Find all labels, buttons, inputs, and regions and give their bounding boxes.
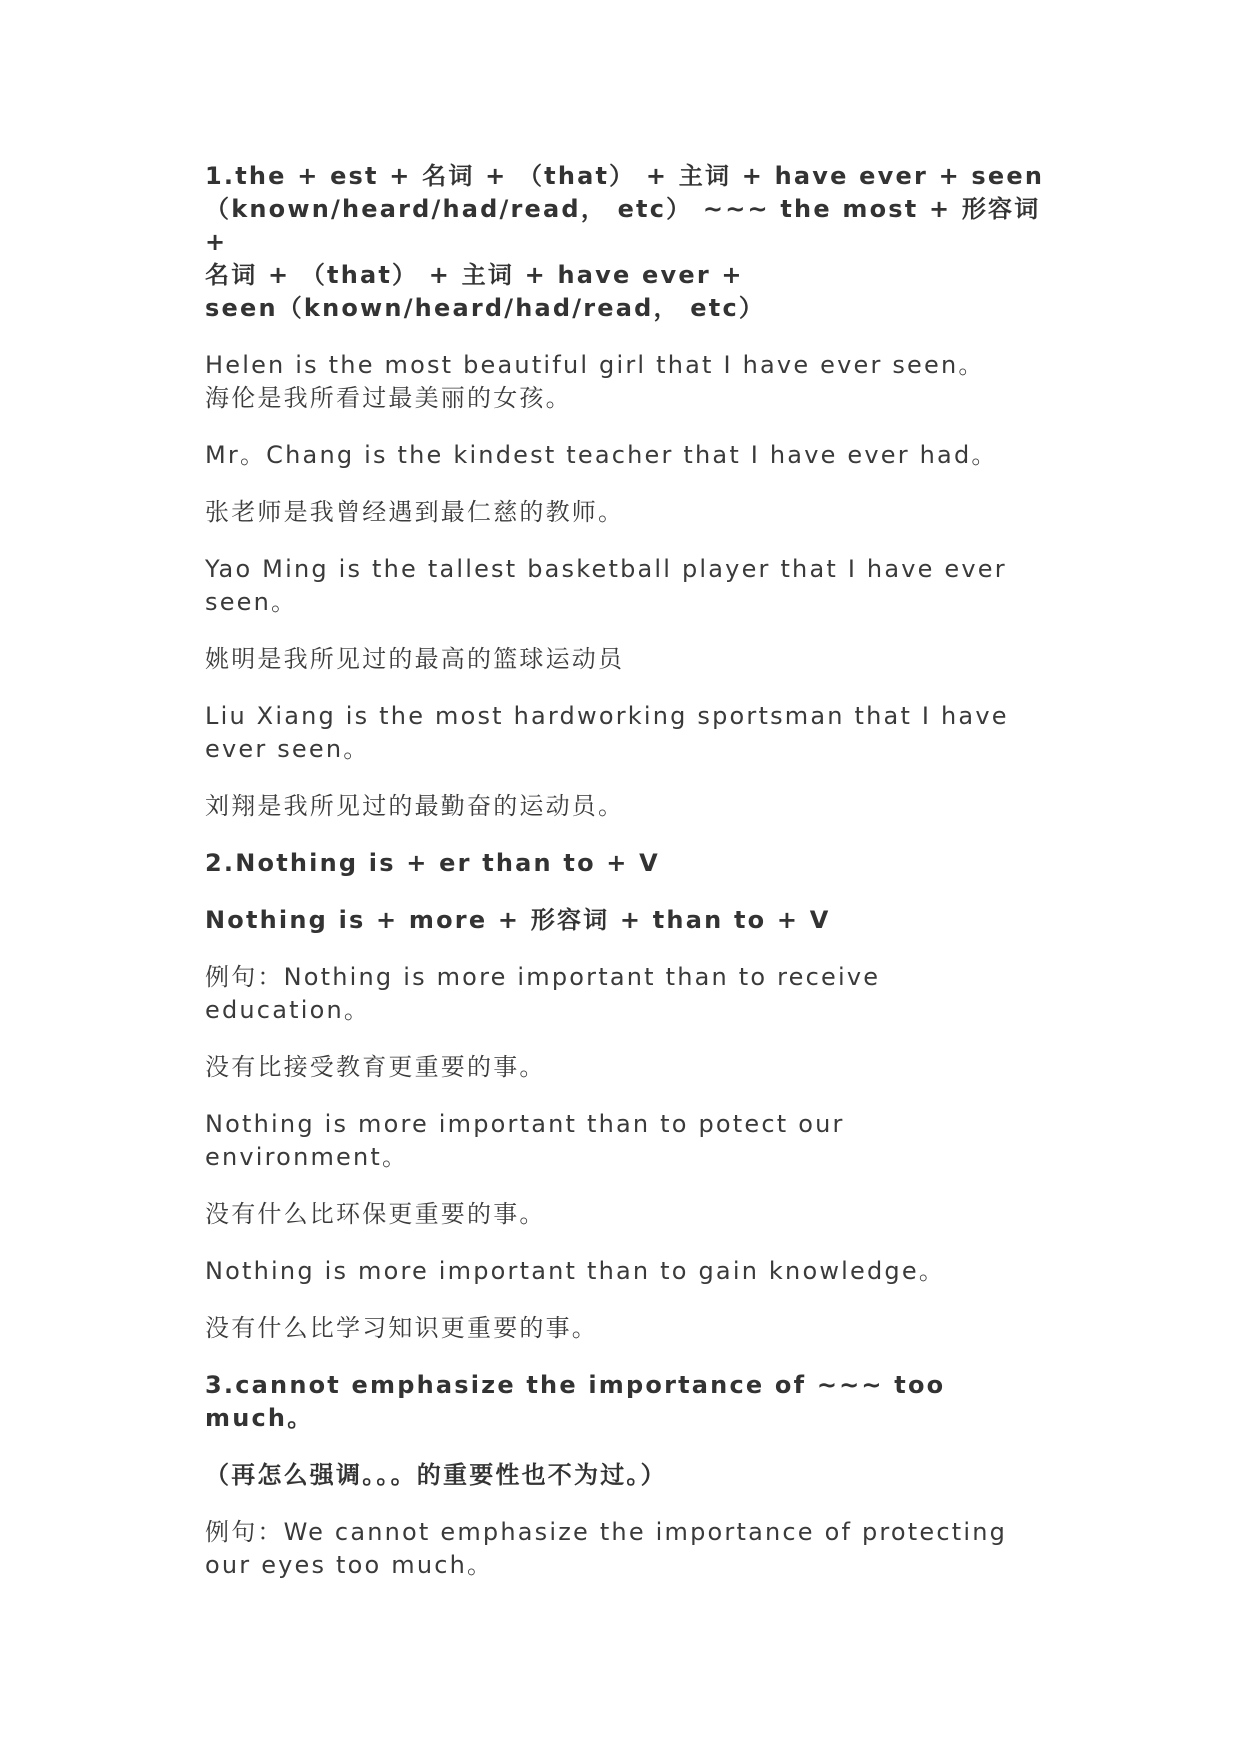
body-paragraph	[205, 961, 1045, 1027]
text-line: seen。	[205, 588, 298, 616]
body-paragraph	[205, 1255, 1045, 1288]
text-line: ever seen。	[205, 735, 370, 763]
body-paragraph	[205, 1198, 1045, 1231]
section-heading	[205, 1459, 1045, 1492]
text-line: Liu Xiang is the most hardworking sportsman that I have	[205, 702, 1009, 730]
body-paragraph	[205, 1108, 1045, 1174]
text-line: Mr。Chang is the kindest teacher that I have ever had。	[205, 441, 998, 469]
text-line: 3.cannot emphasize the importance of ~~~ too much。	[205, 1371, 956, 1432]
document-content	[205, 160, 1052, 1582]
body-paragraph	[205, 439, 1045, 472]
text-line: seen（known/heard/had/read， etc）	[205, 294, 766, 322]
text-line: 例句：Nothing is more important than to receive education。	[205, 963, 891, 1024]
text-line: 没有比接受教育更重要的事。	[205, 1053, 546, 1081]
text-line: 姚明是我所见过的最高的篮球运动员	[205, 645, 625, 673]
text-line: environment。	[205, 1143, 409, 1171]
body-paragraph	[205, 1312, 1045, 1345]
body-paragraph	[205, 496, 1045, 529]
text-line: （known/heard/had/read， etc） ~~~ the most + 形容词 +	[205, 195, 1052, 256]
body-paragraph	[205, 1051, 1045, 1084]
section-heading	[205, 160, 1052, 325]
text-line: 例句：We cannot emphasize the importance of protecting	[205, 1518, 1008, 1546]
body-paragraph	[205, 643, 1045, 676]
text-line: Nothing is + more + 形容词 + than to + V	[205, 906, 831, 934]
text-line: 1.the + est + 名词 + （that） + 主词 + have ever + seen	[205, 162, 1045, 190]
section-heading	[205, 1369, 1045, 1435]
body-paragraph	[205, 1516, 1045, 1582]
text-line: 2.Nothing is + er than to + V	[205, 849, 660, 877]
text-line: 刘翔是我所见过的最勤奋的运动员。	[205, 792, 625, 820]
section-heading	[205, 904, 1045, 937]
text-line: Helen is the most beautiful girl that I have ever seen。	[205, 351, 985, 379]
text-line: 没有什么比环保更重要的事。	[205, 1200, 546, 1228]
text-line: Nothing is more important than to gain knowledge。	[205, 1257, 946, 1285]
section-heading	[205, 847, 1045, 880]
body-paragraph	[205, 700, 1045, 766]
document-page	[205, 160, 1052, 1606]
text-line: Nothing is more important than to potect our	[205, 1110, 845, 1138]
body-paragraph	[205, 349, 1045, 415]
text-line: our eyes too much。	[205, 1551, 494, 1579]
text-line: 名词 + （that） + 主词 + have ever +	[205, 261, 744, 289]
text-line: （再怎么强调。。。的重要性也不为过。）	[205, 1461, 667, 1489]
text-line: Yao Ming is the tallest basketball player that I have ever	[205, 555, 1007, 583]
text-line: 海伦是我所看过最美丽的女孩。	[205, 384, 572, 412]
body-paragraph	[205, 553, 1045, 619]
body-paragraph	[205, 790, 1045, 823]
text-line: 没有什么比学习知识更重要的事。	[205, 1314, 598, 1342]
text-line: 张老师是我曾经遇到最仁慈的教师。	[205, 498, 625, 526]
